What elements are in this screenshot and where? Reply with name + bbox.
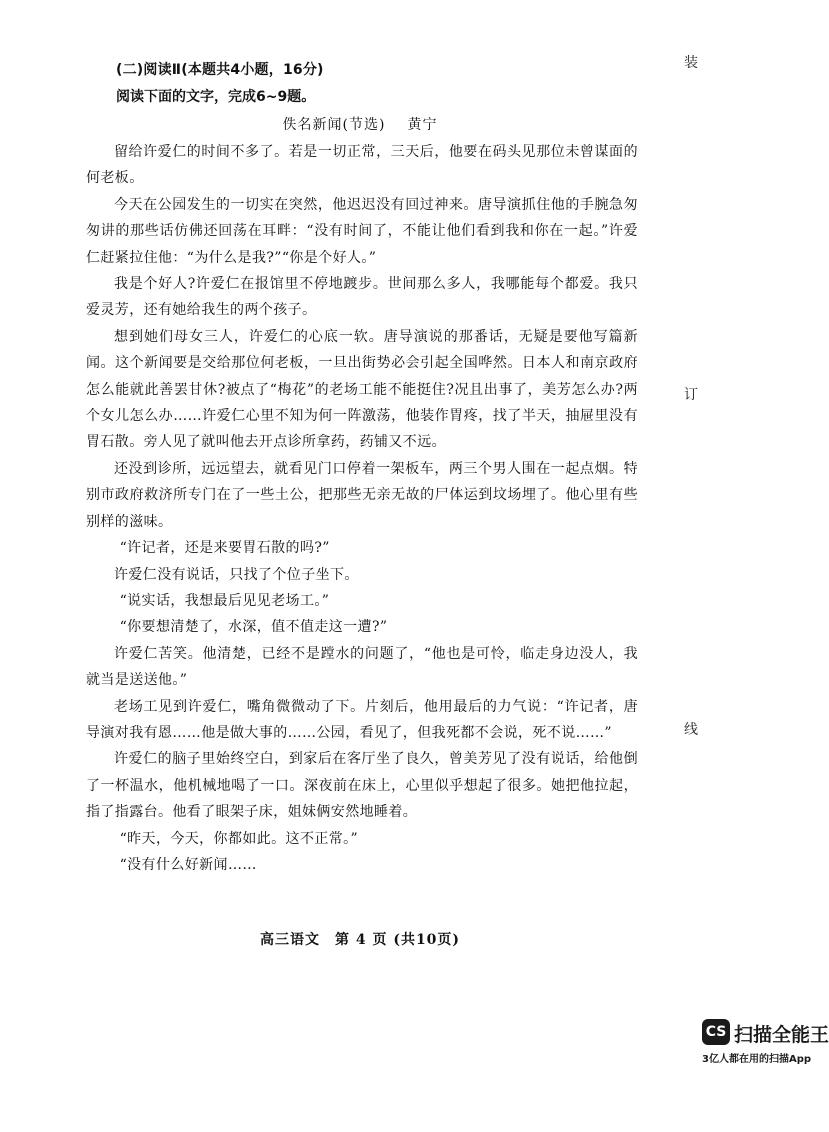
paragraph: 还没到诊所，远远望去，就看见门口停着一架板车，两三个男人围在一起点烟。特别市政府救济所专门在了一些土公，把那些无亲无故的尸体运到坟场埋了。他心里有些别样的滋味。 — [86, 460, 638, 530]
paragraph: 许爱仁没有说话，只找了个位子坐下。 — [114, 566, 359, 583]
paragraph: 许爱仁的脑子里始终空白，到家后在客厅坐了良久，曾美芳见了没有说话，给他倒了一杯温水，他机械地喝了一口。深夜前在床上，心里似乎想起了很多。她把他拉起，指了指露台。他看了眼架子床，姐妹俩安然地睡着。 — [86, 751, 638, 821]
scanner-name: 扫描全能王 — [734, 1024, 829, 1046]
paragraph: 想到她们母女三人，许爱仁的心底一软。唐导演说的那番话，无疑是要他写篇新闻。这个新闻要是交给那位何老板，一旦出街势必会引起全国哗然。日本人和南京政府怎么能就此善罢甘休?被点了“梅花”的老场工能不能挺住?况且出事了，美芳怎么办?两个女儿怎么办……许爱仁心里不知为何一阵激荡，他装作胃疼，找了半天，抽屉里没有胃石散。旁人见了就叫他去开点诊所拿药，药铺又不远。 — [86, 328, 638, 451]
paragraph: “你要想清楚了，水深，值不值走这一遭?” — [119, 619, 388, 636]
binding-mark-ding: 订 — [684, 387, 698, 403]
paragraph: 今天在公园发生的一切实在突然，他迟迟没有回过神来。唐导演抓住他的手腕急匆匆讲的那些话仿佛还回荡在耳畔：“没有时间了，不能让他们看到我和你在一起。”许爱仁赶紧拉住他：“为什么是我?”“你是个好人。” — [86, 196, 638, 266]
article-body — [86, 139, 638, 878]
scanner-watermark — [702, 1019, 829, 1067]
paragraph: 老场工见到许爱仁，嘴角微微动了下。片刻后，他用最后的力气说：“许记者，唐导演对我有恩……他是做大事的……公园，看见了，但我死都不会说，死不说……” — [86, 698, 638, 741]
cs-logo-icon: CS — [702, 1019, 730, 1045]
binding-mark-zhuang: 装 — [684, 55, 698, 71]
paragraph: 我是个好人?许爱仁在报馆里不停地踱步。世间那么多人，我哪能每个都爱。我只爱灵芳，还有她给我生的两个孩子。 — [86, 276, 638, 319]
page-footer: 高三语文 第 4 页 (共10页) — [259, 932, 461, 948]
article-author: 黄宁 — [407, 117, 438, 133]
binding-mark-xian: 线 — [684, 722, 698, 738]
scanner-slogan: 3亿人都在用的扫描App — [702, 1054, 812, 1065]
paragraph: “昨天，今天，你都如此。这不正常。” — [119, 830, 359, 847]
section-header: (二)阅读Ⅱ(本题共4小题，16分) — [116, 62, 324, 78]
paragraph: 许爱仁苦笑。他清楚，已经不是蹚水的问题了，“他也是可怜，临走身边没人，我就当是送送他。” — [86, 645, 638, 689]
paragraph: “许记者，还是来要胃石散的吗?” — [119, 540, 330, 557]
paragraph: 留给许爱仁的时间不多了。若是一切正常，三天后，他要在码头见那位未曾谋面的何老板。 — [86, 144, 638, 187]
reading-instruction: 阅读下面的文字，完成6~9题。 — [116, 89, 316, 105]
article-title: 佚名新闻(节选) — [282, 117, 386, 133]
article-title-line — [0, 114, 720, 134]
paragraph: “没有什么好新闻…… — [119, 856, 257, 873]
paragraph: “说实话，我想最后见见老场工。” — [119, 592, 330, 609]
